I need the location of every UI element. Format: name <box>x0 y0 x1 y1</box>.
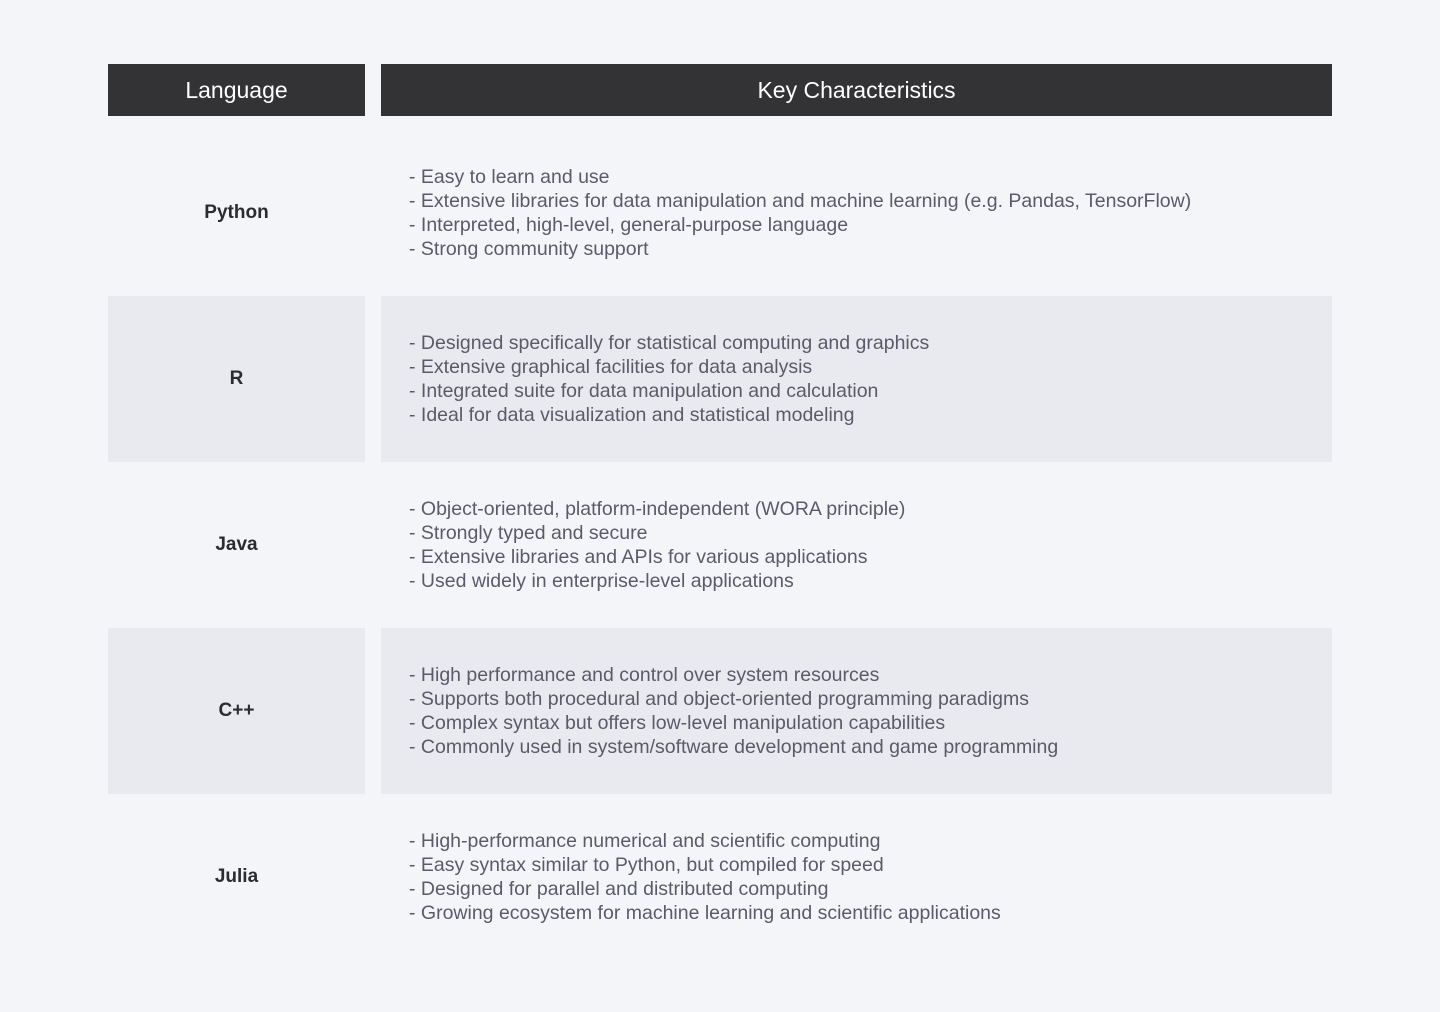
table-header <box>108 64 1332 116</box>
characteristics-cell <box>381 628 1332 794</box>
list-item: - Strong community support <box>409 238 649 260</box>
list-item: - High performance and control over system resources <box>409 664 880 686</box>
table-row-python <box>108 130 1332 296</box>
list-item: - Object-oriented, platform-independent (WORA principle) <box>409 498 906 520</box>
characteristics-list <box>409 331 929 427</box>
header-key-characteristics: Key Characteristics <box>381 64 1332 116</box>
characteristics-cell <box>381 794 1332 960</box>
list-item: - Easy to learn and use <box>409 166 610 188</box>
language-name: C++ <box>108 628 365 794</box>
table-row-julia <box>108 794 1332 960</box>
characteristics-cell <box>381 130 1332 296</box>
list-item: - Interpreted, high-level, general-purpose language <box>409 214 849 236</box>
language-name: R <box>108 296 365 462</box>
list-item: - Commonly used in system/software development and game programming <box>409 736 1059 758</box>
language-name: Julia <box>214 866 259 887</box>
list-item: - High-performance numerical and scientific computing <box>409 830 881 852</box>
list-item: - Ideal for data visualization and statistical modeling <box>409 404 855 426</box>
list-item: - Easy syntax similar to Python, but compiled for speed <box>409 854 884 876</box>
table-row-r <box>108 296 1332 462</box>
list-item: - Integrated suite for data manipulation and calculation <box>409 380 879 402</box>
characteristics-cell <box>381 462 1332 628</box>
characteristics-list <box>409 663 1058 759</box>
list-item: - Extensive libraries and APIs for various applications <box>409 546 868 568</box>
language-name: Python <box>204 202 269 223</box>
table-row-cpp <box>108 628 1332 794</box>
characteristics-list <box>409 829 1001 925</box>
list-item: - Complex syntax but offers low-level manipulation capabilities <box>409 712 946 734</box>
list-item: - Extensive libraries for data manipulation and machine learning (e.g. Pandas, TensorFlow) <box>409 190 1192 212</box>
list-item: - Extensive graphical facilities for data analysis <box>409 356 813 378</box>
comparison-table <box>108 64 1332 960</box>
list-item: - Growing ecosystem for machine learning and scientific applications <box>409 902 1001 924</box>
characteristics-list <box>409 165 1191 261</box>
table-row-java <box>108 462 1332 628</box>
list-item: - Used widely in enterprise-level applications <box>409 570 794 592</box>
characteristics-cell <box>381 296 1332 462</box>
list-item: - Designed specifically for statistical computing and graphics <box>409 332 930 354</box>
language-name: Java <box>215 534 258 555</box>
list-item: - Designed for parallel and distributed computing <box>409 878 829 900</box>
header-language: Language <box>108 64 365 116</box>
list-item: - Strongly typed and secure <box>409 522 648 544</box>
list-item: - Supports both procedural and object-oriented programming paradigms <box>409 688 1030 710</box>
characteristics-list <box>409 497 905 593</box>
